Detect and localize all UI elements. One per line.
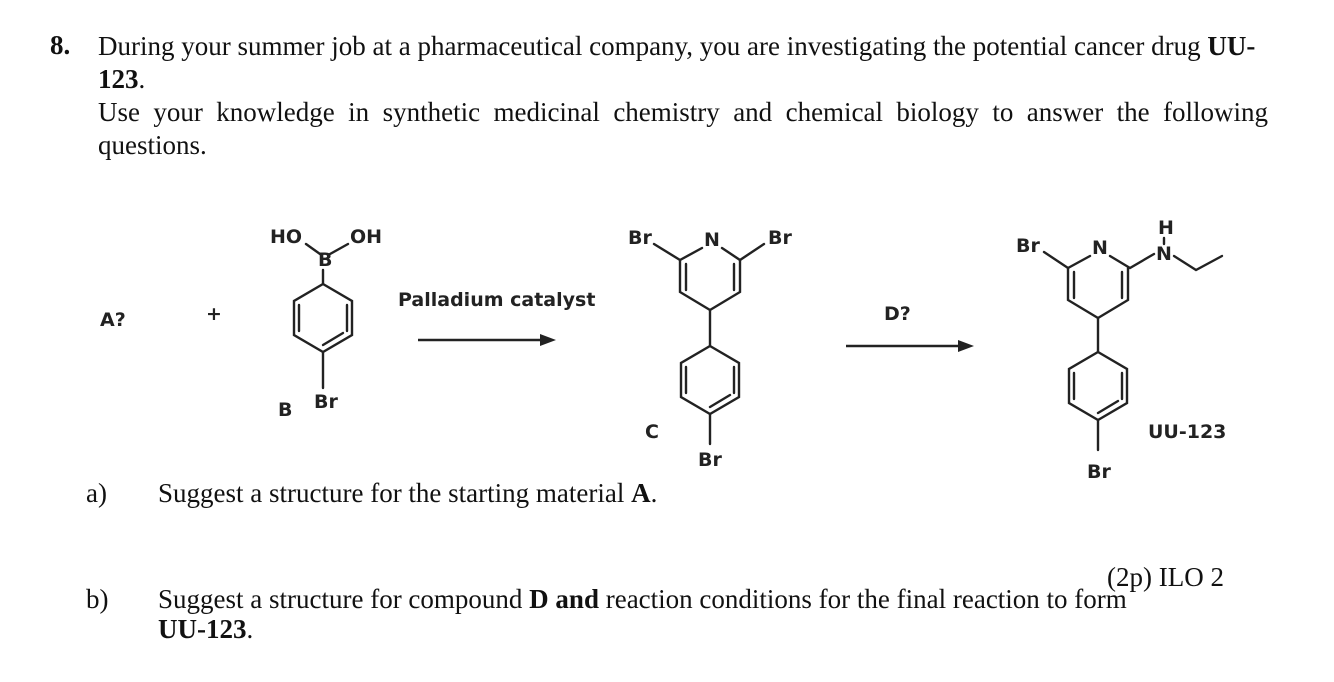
b-bromine-label: Br (314, 391, 338, 413)
question-line-1-text: During your summer job at a pharmaceutical company, you are investigating the potential cancer drug (98, 31, 1208, 61)
reaction-arrow-2 (846, 340, 974, 352)
drug-name: UU-123 (98, 31, 1256, 94)
product-structure (1016, 217, 1226, 483)
c-br-right-label: Br (768, 227, 792, 249)
product-label: UU-123 (1148, 421, 1227, 443)
subquestion-a-label: a) (86, 478, 107, 508)
arrow1-label: Palladium catalyst (398, 289, 596, 311)
arrow2-label: D? (884, 303, 911, 325)
reaction-arrow-1 (418, 334, 556, 346)
b-boron-label: B (318, 249, 333, 271)
question-line-1-end: . (138, 64, 146, 94)
c-br-bottom-label: Br (698, 449, 722, 471)
p-h-label: H (1158, 217, 1174, 239)
question-line-1 (98, 30, 1268, 96)
compound-b-structure (270, 226, 382, 421)
and-bold: and (548, 584, 599, 614)
reaction-scheme (0, 200, 1334, 490)
subquestion-a-text-main: Suggest a structure for the starting material (158, 478, 632, 508)
p-n-label: N (1092, 237, 1108, 259)
c-br-left-label: Br (628, 227, 652, 249)
p-br-left-label: Br (1016, 235, 1040, 257)
subquestion-b-text-mid: reaction conditions for the final reaction to form (598, 584, 1127, 614)
question-line-2: Use your knowledge in synthetic medicinal chemistry and chemical biology to answer the following questions. (98, 97, 1268, 160)
subquestion-b-label: b) (86, 584, 109, 614)
question-number: 8. (50, 30, 71, 60)
p-br-bottom-label: Br (1087, 461, 1111, 483)
b-oh-label: OH (350, 226, 383, 248)
subquestion-a-text (158, 478, 657, 509)
subquestion-b-text (158, 584, 1158, 644)
subquestion-b-text-main: Suggest a structure for compound (158, 584, 530, 614)
compound-b-label: B (278, 399, 293, 421)
subquestion-a-text-end: . (650, 478, 658, 508)
compound-a-label: A? (100, 309, 126, 331)
plus-sign: + (206, 303, 222, 325)
compound-a-ref: A (631, 478, 651, 508)
compound-d-ref: D (529, 584, 549, 614)
product-ref: UU-123 (158, 614, 247, 644)
compound-c-label: C (645, 421, 659, 443)
question-intro (98, 30, 1268, 162)
points-label: (2p) ILO 2 (1107, 562, 1224, 592)
compound-c-structure (628, 227, 792, 471)
b-ho-label: HO (270, 226, 303, 248)
p-nh-label: N (1156, 243, 1172, 265)
c-n-label: N (704, 229, 720, 251)
subquestion-b-text-end: . (246, 614, 254, 644)
